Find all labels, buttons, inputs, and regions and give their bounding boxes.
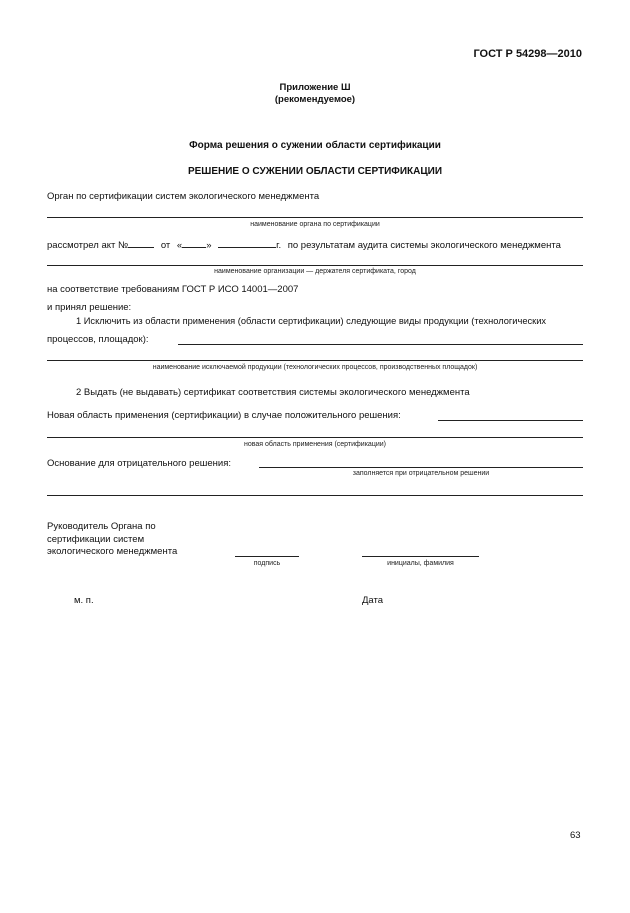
act-month-year-field[interactable] [218, 238, 276, 248]
decision-line: и принял решение: [47, 302, 132, 313]
negative-basis-field-1[interactable] [259, 467, 583, 468]
signatory-line1: Руководитель Органа по [47, 521, 156, 532]
caption-organ: наименование органа по сертификации [250, 221, 380, 228]
signature-field[interactable] [235, 556, 299, 557]
doc-title: РЕШЕНИЕ О СУЖЕНИИ ОБЛАСТИ СЕРТИФИКАЦИИ [187, 166, 443, 177]
signatory-line3: экологического менеджмента [47, 546, 178, 557]
date-label: Дата [362, 595, 384, 606]
organ-line: Орган по сертификации систем экологического менеджмента [47, 191, 320, 202]
reviewed-line [47, 238, 561, 251]
reviewed-from: от [160, 240, 171, 251]
appendix-title: Приложение Ш [279, 82, 351, 93]
excluded-products-field-1[interactable] [178, 344, 583, 345]
page-number: 63 [570, 830, 581, 841]
organ-name-field[interactable] [47, 217, 583, 218]
caption-initials: инициалы, фамилия [387, 560, 454, 567]
caption-excluded: наименование исключаемой продукции (технологических процессов, производственных площадок) [152, 364, 478, 371]
new-scope-line: Новая область применения (сертификации) в случае положительного решения: [47, 410, 401, 421]
caption-org: наименование организации — держателя сертификата, город [214, 268, 416, 275]
item2-line: 2 Выдать (не выдавать) сертификат соответствия системы экологического менеджмента [76, 387, 470, 398]
reviewed-prefix: рассмотрел акт № [47, 240, 129, 251]
appendix-subtitle: (рекомендуемое) [274, 94, 356, 105]
negative-basis-field-2[interactable] [47, 495, 583, 496]
initials-field[interactable] [362, 556, 479, 557]
excluded-products-field-2[interactable] [47, 360, 583, 361]
new-scope-field-2[interactable] [47, 437, 583, 438]
item1-line2: процессов, площадок): [47, 334, 149, 345]
caption-new-scope: новая область применения (сертификации) [244, 441, 386, 448]
reviewed-suffix: по результатам аудита системы экологического менеджмента [287, 240, 561, 251]
item1-line1: 1 Исключить из области применения (области сертификации) следующие виды продукции (технологических [76, 316, 547, 326]
caption-negative: заполняется при отрицательном решении [352, 470, 490, 477]
quote-open: « [176, 240, 183, 251]
compliance-line: на соответствие требованиям ГОСТ Р ИСО 14001—2007 [47, 284, 299, 295]
act-number-field[interactable] [128, 238, 154, 248]
organization-name-field[interactable] [47, 265, 583, 266]
year-suffix: г. [276, 240, 282, 251]
standard-number: ГОСТ Р 54298—2010 [473, 48, 582, 60]
quote-close: » [206, 240, 212, 251]
signatory-line2: сертификации систем [47, 534, 145, 545]
caption-signature: подпись [253, 560, 281, 567]
negative-basis-line: Основание для отрицательного решения: [47, 458, 231, 469]
new-scope-field-1[interactable] [438, 420, 583, 421]
form-title: Форма решения о сужении области сертификации [189, 140, 441, 151]
act-day-field[interactable] [182, 238, 206, 248]
stamp-label: м. п. [74, 595, 94, 606]
